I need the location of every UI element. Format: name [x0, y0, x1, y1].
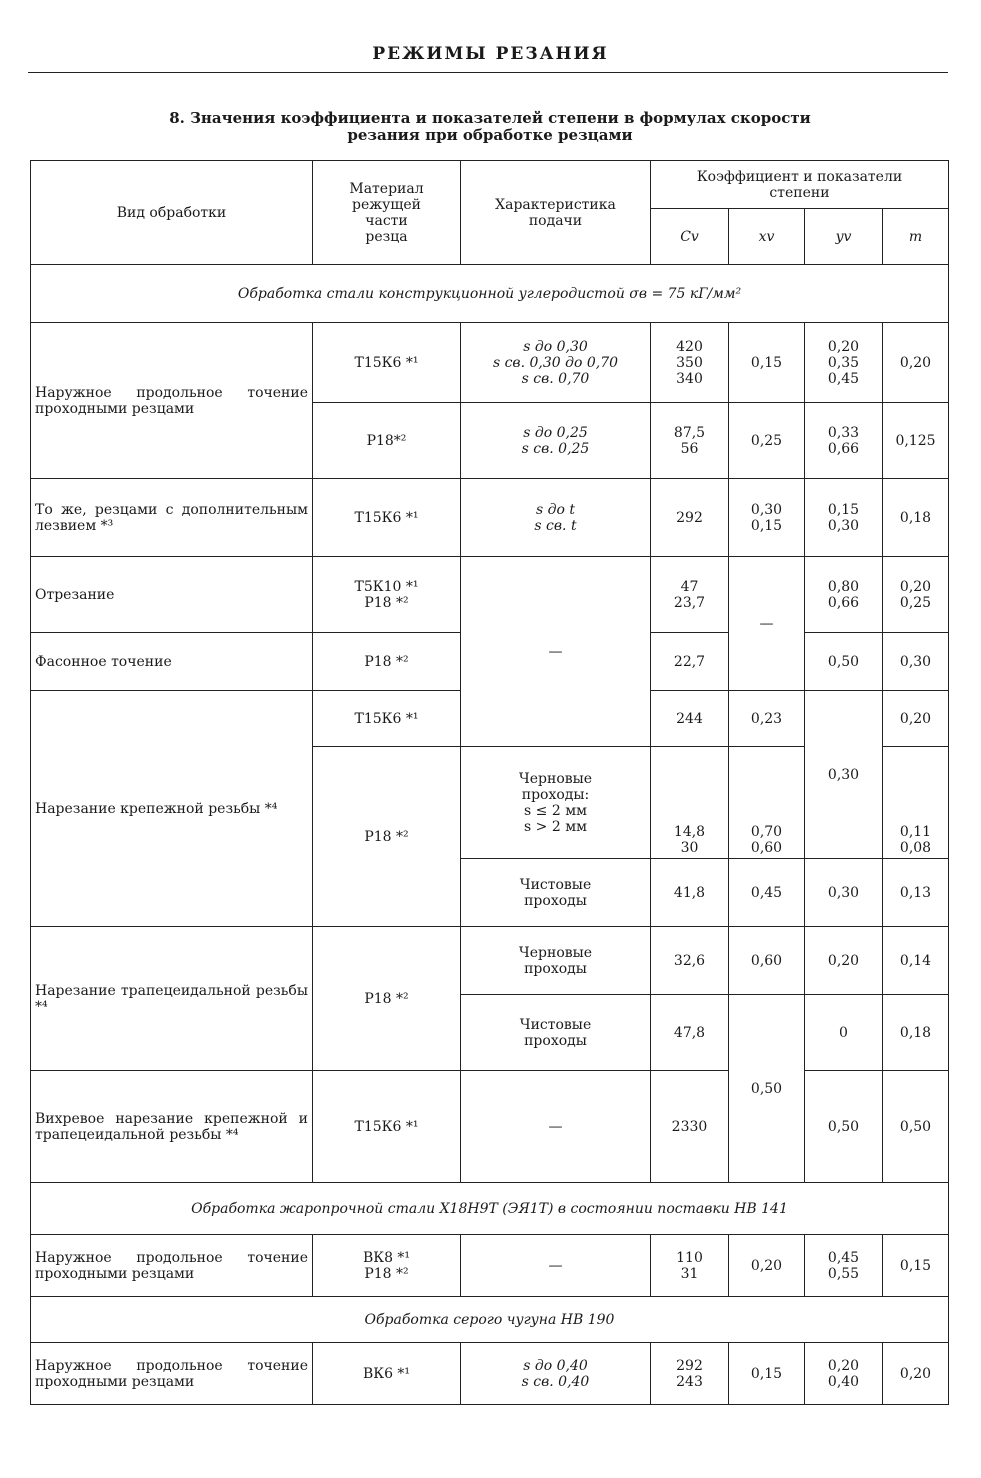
row7-material: Р18 *²	[313, 747, 461, 927]
row10-xv: 0,50	[729, 995, 805, 1183]
row8-m: 0,13	[883, 859, 949, 927]
row6-xv: 0,23	[729, 691, 805, 747]
section-title-steel: Обработка стали конструкционной углеродистой σв = 75 кГ/мм²	[31, 265, 949, 323]
row11-yv: 0,50	[805, 1071, 883, 1183]
table-row	[31, 1343, 949, 1405]
col-header-xv: xv	[729, 209, 805, 265]
row6-material: Т15К6 *¹	[313, 691, 461, 747]
row11-feed: —	[461, 1071, 651, 1183]
row3-material: Т15К6 *¹	[313, 479, 461, 557]
row4-m: 0,20 0,25	[883, 557, 949, 633]
row12-xv: 0,20	[729, 1235, 805, 1297]
table-caption-line-1: 8. Значения коэффициента и показателей степени в формулах скорости	[169, 109, 811, 127]
row8-xv: 0,45	[729, 859, 805, 927]
row7-m: 0,11 0,08	[883, 747, 949, 859]
row7-feed: Черновые проходы: s ≤ 2 мм s > 2 мм	[461, 747, 651, 859]
row1-feed: s до 0,30 s св. 0,30 до 0,70 s св. 0,70	[461, 323, 651, 403]
cutting-coefficients-table	[30, 160, 949, 1405]
row11-vid: Вихревое нарезание крепежной и трапецеидальной резьбы *⁴	[31, 1071, 313, 1183]
col-header-coef-group: Коэффициент и показатели степени	[651, 161, 949, 209]
row5-material: Р18 *²	[313, 633, 461, 691]
row9-cv: 32,6	[651, 927, 729, 995]
row8-feed: Чистовые проходы	[461, 859, 651, 927]
row3-cv: 292	[651, 479, 729, 557]
row4-material: Т5К10 *¹ Р18 *²	[313, 557, 461, 633]
col-header-vid: Вид обработки	[31, 161, 313, 265]
running-title: РЕЖИМЫ РЕЗАНИЯ	[372, 44, 609, 64]
row12-vid: Наружное продольное точение проходными резцами	[31, 1235, 313, 1297]
col-header-material: Материал режущей части резца	[313, 161, 461, 265]
row7-cv: 14,8 30	[651, 747, 729, 859]
row4-vid: Отрезание	[31, 557, 313, 633]
table-row	[31, 1235, 949, 1297]
section-title-cast-iron: Обработка серого чугуна НВ 190	[31, 1297, 949, 1343]
row12-yv: 0,45 0,55	[805, 1235, 883, 1297]
row3-feed: s до t s св. t	[461, 479, 651, 557]
col-header-cv: Cv	[651, 209, 729, 265]
row1-material: Т15К6 *¹	[313, 323, 461, 403]
row8-cv: 41,8	[651, 859, 729, 927]
row9-yv: 0,20	[805, 927, 883, 995]
row3-xv: 0,30 0,15	[729, 479, 805, 557]
row10-cv: 47,8	[651, 995, 729, 1071]
table-row	[31, 479, 949, 557]
row13-cv: 292 243	[651, 1343, 729, 1405]
row1-yv: 0,20 0,35 0,45	[805, 323, 883, 403]
row3-yv: 0,15 0,30	[805, 479, 883, 557]
row1-cv: 420 350 340	[651, 323, 729, 403]
header-rule	[28, 72, 948, 73]
row13-vid: Наружное продольное точение проходными резцами	[31, 1343, 313, 1405]
row11-cv: 2330	[651, 1071, 729, 1183]
row1-vid: Наружное продольное точение проходными резцами	[31, 323, 313, 479]
row6-yv: 0,30	[805, 691, 883, 859]
row2-feed: s до 0,25 s св. 0,25	[461, 403, 651, 479]
row10-feed: Чистовые проходы	[461, 995, 651, 1071]
row2-m: 0,125	[883, 403, 949, 479]
row12-feed: —	[461, 1235, 651, 1297]
col-header-yv: yv	[805, 209, 883, 265]
row10-m: 0,18	[883, 995, 949, 1071]
row2-material: Р18*²	[313, 403, 461, 479]
table-caption	[60, 110, 920, 144]
row9-feed: Черновые проходы	[461, 927, 651, 995]
col-header-m: m	[883, 209, 949, 265]
row13-material: ВК6 *¹	[313, 1343, 461, 1405]
table-caption-line-2: резания при обработке резцами	[347, 126, 633, 144]
table-row	[31, 557, 949, 633]
row11-m: 0,50	[883, 1071, 949, 1183]
row10-yv: 0	[805, 995, 883, 1071]
row5-m: 0,30	[883, 633, 949, 691]
row12-cv: 110 31	[651, 1235, 729, 1297]
row3-m: 0,18	[883, 479, 949, 557]
row13-xv: 0,15	[729, 1343, 805, 1405]
row2-yv: 0,33 0,66	[805, 403, 883, 479]
row9-vid: Нарезание трапецеидальной резьбы *⁴	[31, 927, 313, 1071]
row12-m: 0,15	[883, 1235, 949, 1297]
row5-yv: 0,50	[805, 633, 883, 691]
row6-vid: Нарезание крепежной резьбы *⁴	[31, 691, 313, 927]
row6-m: 0,20	[883, 691, 949, 747]
row1-xv: 0,15	[729, 323, 805, 403]
row9-xv: 0,60	[729, 927, 805, 995]
row6-cv: 244	[651, 691, 729, 747]
row7-xv: 0,70 0,60	[729, 747, 805, 859]
row11-material: Т15К6 *¹	[313, 1071, 461, 1183]
row5-cv: 22,7	[651, 633, 729, 691]
row2-xv: 0,25	[729, 403, 805, 479]
row4-feed: —	[461, 557, 651, 747]
col-header-feed: Характеристика подачи	[461, 161, 651, 265]
section-title-heat-resistant: Обработка жаропрочной стали Х18Н9Т (ЭЯ1Т) в состоянии поставки НВ 141	[31, 1183, 949, 1235]
table-row	[31, 323, 949, 403]
row5-vid: Фасонное точение	[31, 633, 313, 691]
row1-m: 0,20	[883, 323, 949, 403]
row13-m: 0,20	[883, 1343, 949, 1405]
row4-xv: —	[729, 557, 805, 691]
row2-cv: 87,5 56	[651, 403, 729, 479]
row9-m: 0,14	[883, 927, 949, 995]
row12-material: ВК8 *¹ Р18 *²	[313, 1235, 461, 1297]
table-row	[31, 1071, 949, 1183]
row4-yv: 0,80 0,66	[805, 557, 883, 633]
row4-cv: 47 23,7	[651, 557, 729, 633]
row13-yv: 0,20 0,40	[805, 1343, 883, 1405]
row13-feed: s до 0,40 s св. 0,40	[461, 1343, 651, 1405]
row8-yv: 0,30	[805, 859, 883, 927]
row9-material: Р18 *²	[313, 927, 461, 1071]
row3-vid: То же, резцами с дополнительным лезвием *³	[31, 479, 313, 557]
table-row	[31, 927, 949, 995]
